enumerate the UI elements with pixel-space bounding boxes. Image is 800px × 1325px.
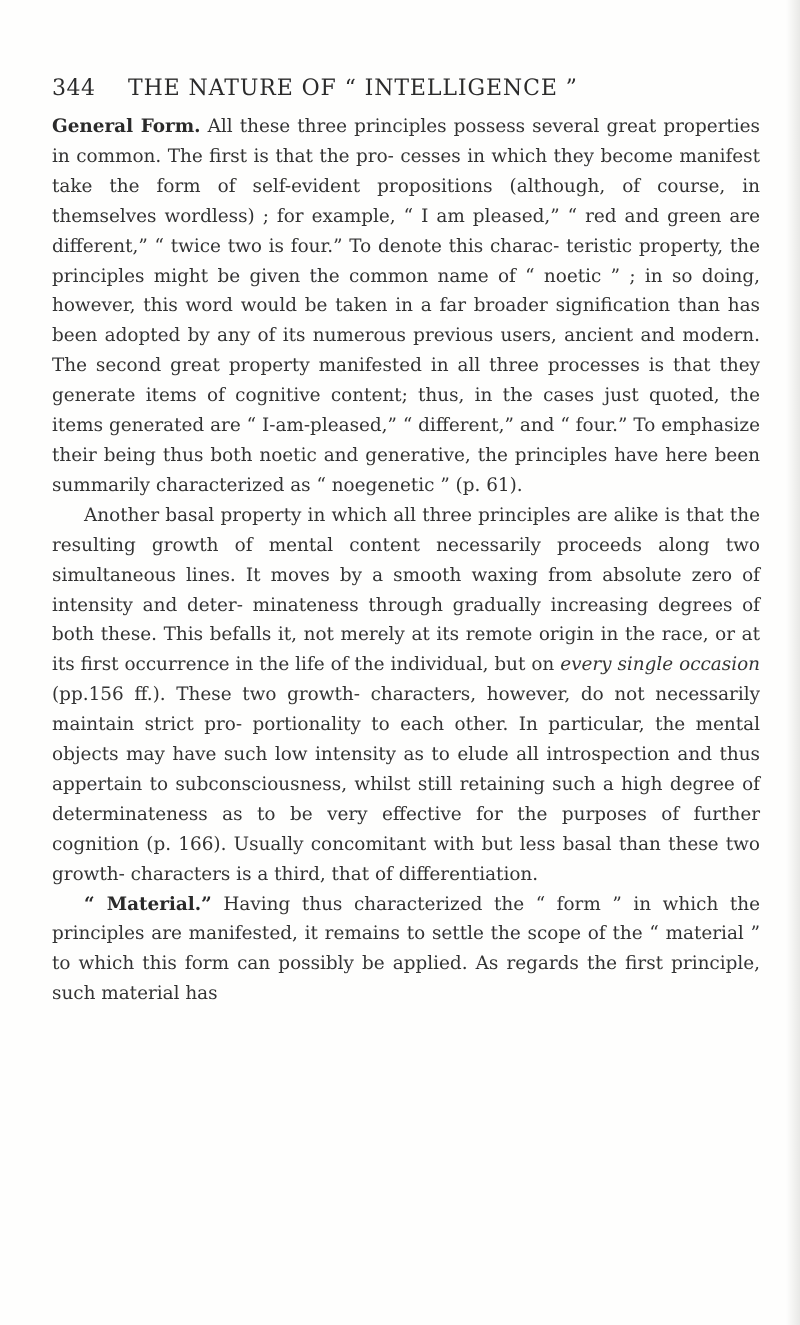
paragraph-text-before: Another basal property in which all three principles are alike is that the resulting growth of mental content necessarily proceeds along two simultaneous lines. It moves by a smooth waxing from absolute zero of intensity and deter- minateness through gradually increasing degrees of both these. This befalls it, not merely at its remote origin in the race, or at its first occurrence in the life of the individual, but on (52, 504, 760, 676)
emphasis-text: every single occasion (560, 654, 760, 676)
page-header (52, 70, 752, 110)
section-heading-material: “ Material.” (84, 893, 212, 915)
paragraph-text-after: (pp.156 ff.). These two growth- characters, however, do not necessarily maintain strict pro- portionality to each other. In particular, the mental objects may have such low intensity as to elude all introspection and thus appertain to subconsciousness, whilst still retaining such a high degree of determinateness as to be very effective for the purposes of further cognition (p. 166). Usually concomitant with but less basal than these two growth- characters is a third, that of differentiation. (52, 684, 760, 885)
paragraph-text: Having thus characterized the “ form ” in which the principles are manifested, it remains to settle the scope of the “ material ” to which this form can possibly be applied. As regards the first principle, such material has (52, 893, 761, 1005)
paragraph-material (52, 890, 760, 1010)
running-head: THE NATURE OF “ INTELLIGENCE ” (128, 76, 578, 101)
page-number: 344 (52, 76, 96, 101)
body-text (52, 112, 760, 1009)
section-heading-general-form: General Form. (52, 116, 201, 137)
paragraph-general-form (52, 112, 760, 501)
paragraph-basal-property (52, 501, 760, 890)
page-edge-shadow (786, 0, 800, 1325)
paragraph-text: All these three principles possess several great properties in common. The first is that the pro- cesses in which they become manifest take the form of self-evident propositions (although, of course, in themselves wordless) ; for example, “ I am pleased,” “ red and green are different,” “ twice two is four.” To denote this charac- teristic property, the principles might be given the common name of “ noetic ” ; in so doing, however, this word would be taken in a far broader signification than has been adopted by any of its numerous previous users, ancient and modern. The second great property manifested in all three processes is that they generate items of cognitive content; thus, in the cases just quoted, the items generated are “ I-am-pleased,” “ different,” and “ four.” To emphasize their being thus both noetic and generative, the principles have here been summarily characterized as “ noegenetic ” (p. 61). (52, 116, 760, 496)
